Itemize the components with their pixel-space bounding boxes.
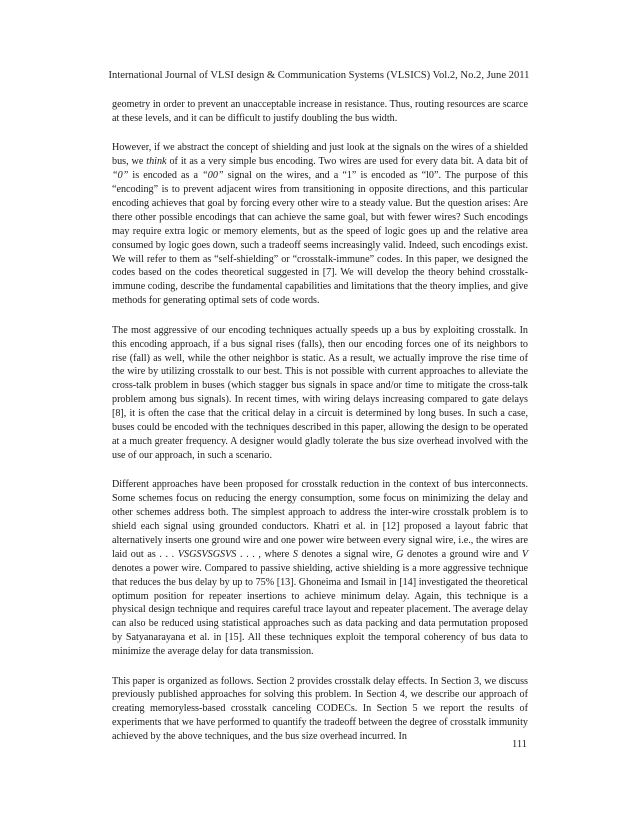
text-run: denotes a signal wire, xyxy=(297,548,397,560)
italic-text-run: think xyxy=(146,156,167,168)
italic-text-run: VSGSVSGSVS xyxy=(177,548,237,560)
text-run: The most aggressive of our encoding techniques actually speeds up a bus by exploiting crosstalk. In this encoding approach, if a bus signal rises (falls), then our encoding forces one of its neighbors to rise (fall) as well, while the other neighbor is static. As a result, we actually improve the rise time of the wire by utilizing crosstalk to our best. This is not possible with current approaches to alleviate the cross-talk problem in buses (which stagger bus signals in space and/or time to mitigate the cross-talk problem among bus signals). In recent times, with wiring delays increasing compared to gate delays [8], it is often the case that the critical delay in a circuit is determined by long buses. In such a case, buses could be encoded with the techniques described in this paper, allowing the design to be operated at a much greater frequency. A designer would gladly tolerate the bus size overhead involved with the use of our approach, in such a scenario. xyxy=(112,324,528,461)
running-header: International Journal of VLSI design & Communication Systems (VLSICS) Vol.2, No.2, June 2011 xyxy=(108,70,530,81)
text-run: This paper is organized as follows. Section 2 provides crosstalk delay effects. In Section 3, we discuss previously published approaches for solving this problem. In Section 4, we describe our approach of creating memoryless-based crosstalk canceling CODECs. In Section 5 we report the results of experiments that we have performed to quantify the tradeoff between the degree of crosstalk immunity achieved by the above techniques, and the bus size overhead incurred. In xyxy=(112,675,528,743)
text-run: denotes a ground wire and xyxy=(403,548,522,560)
italic-text-run: “0” xyxy=(112,170,129,182)
text-run: . . . , where xyxy=(236,548,293,560)
paragraph xyxy=(112,675,528,745)
text-run: is encoded as a xyxy=(128,170,203,182)
text-run: Different approaches have been proposed for crosstalk reduction in the context of bus interconnects. Some schemes focus on reducing the energy consumption, some focus on minimizing the delay and other schemes address both. The simplest approach to address the inter-wire crosstalk problem is to shield each signal using grounded conductors. Khatri et al. in [12] proposed a layout fabric that alternatively inserts one ground wire and one power wire between every signal wire, i.e., the wires are laid out as . . . xyxy=(112,479,528,560)
italic-text-run: V xyxy=(521,548,528,560)
italic-text-run: “00” xyxy=(202,170,224,182)
text-run: However, if we abstract the concept of shielding and just look at the signals on the wires of a shielded bus, we xyxy=(112,142,528,168)
text-run: denotes a power wire. Compared to passive shielding, active shielding is a more aggressive technique that reduces the bus delay by up to 75% [13]. Ghoneima and Ismail in [14] investigated the theoretical optimum position for repeater insertions to achieve minimum delay. Again, this technique is a physical design technique and requires careful trace layout and repeater placement. The average delay can also be reduced using statistical approaches such as data packing and data permutation proposed by Satyanarayana et al. in [15]. All these techniques exploit the temporal coherency of bus data to minimize the average delay for data transmission. xyxy=(112,562,528,658)
italic-text-run: S xyxy=(292,548,298,560)
paragraph xyxy=(112,98,528,126)
text-run: geometry in order to prevent an unacceptable increase in resistance. Thus, routing resources are scarce at these levels, and it can be difficult to justify doubling the bus width. xyxy=(112,99,528,124)
page-number: 111 xyxy=(512,739,527,750)
italic-text-run: G xyxy=(396,548,404,560)
text-run: signal on the wires, and a “1” is encoded as “l0”. The purpose of this “encoding” is to prevent adjacent wires from transitioning in opposite directions, and this particular encoding achieves that goal by forcing every other wire to a steady value. But the question arises: Are there other possible encodings that can achieve the same goal, but with fewer wires? Such encodings may require extra logic or memory elements, but as the speed of logic goes up and the relative area consumed by logic goes down, such a tradeoff seems increasingly valid. Indeed, such encodings exist. We will refer to them as “self-shielding” or “crosstalk-immune” codes. In this paper, we designed the codes based on the codes theoretical suggested in [7]. We will develop the theory behind crosstalk-immune coding, describe the fundamental capabilities and limitations that the theory implies, and give methods for generating optimal sets of code words. xyxy=(112,170,528,307)
text-run: of it as a very simple bus encoding. Two wires are used for every data bit. A data bit of xyxy=(166,156,528,168)
paragraph xyxy=(112,141,528,308)
body-text xyxy=(112,98,528,760)
paragraph xyxy=(112,324,528,463)
paragraph xyxy=(112,478,528,659)
